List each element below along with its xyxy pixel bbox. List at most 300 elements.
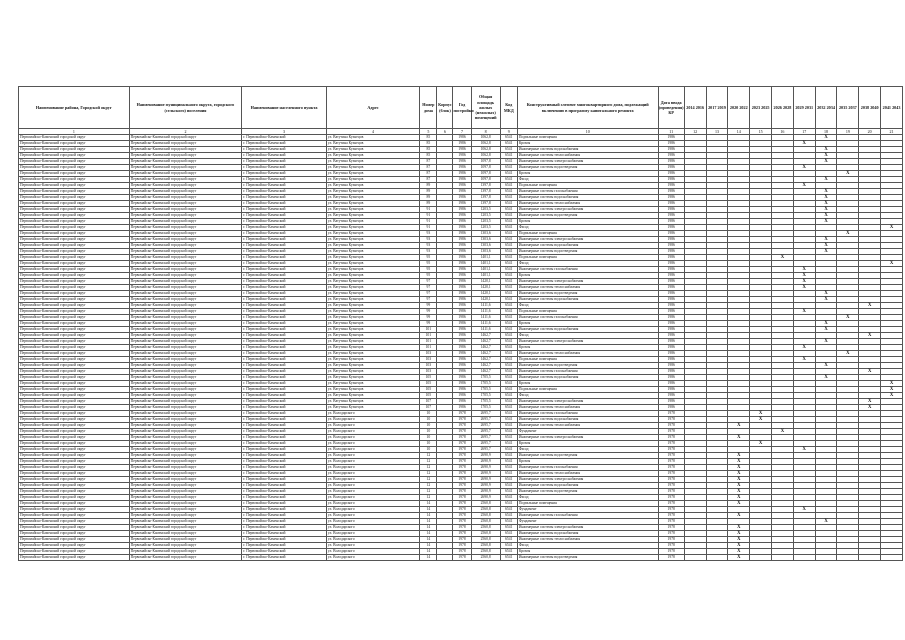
table-cell: 14 [420, 549, 437, 555]
table-cell: 1986 [453, 285, 471, 291]
table-cell: Первомайско-Каменский городской округ [19, 519, 130, 525]
table-cell: 1705,5 [471, 387, 500, 393]
table-cell: 1978 [453, 453, 471, 459]
table-cell: Первомайско-Каменский городской округ [19, 501, 130, 507]
table-cell: 1986 [453, 207, 471, 213]
table-cell: г. Первомайско-Каменский [242, 429, 326, 435]
table-cell: 1203,5 [471, 225, 500, 231]
table-cell: 1978 [453, 435, 471, 441]
table-cell: Первомайско-Каменский городской округ [129, 429, 242, 435]
table-cell: Кровля [517, 321, 658, 327]
schedule-mark-cell: X [728, 459, 750, 465]
schedule-mark-cell: X [859, 399, 881, 405]
table-cell: Инженерные системы теплоснабжения [517, 351, 658, 357]
table-cell: ул. Ватутина Кузнецов [326, 249, 420, 255]
table-cell: 1705,5 [471, 375, 500, 381]
table-cell: 14 [420, 501, 437, 507]
table-cell: Инженерные системы электроснабжения [517, 207, 658, 213]
schedule-mark-cell: X [815, 153, 837, 159]
table-cell: Подвальные помещения [517, 309, 658, 315]
table-cell: 1986 [658, 231, 684, 237]
table-cell: ул. Володарского [326, 525, 420, 531]
table-cell: Первомайско-Каменский городской округ [129, 453, 242, 459]
table-cell: 1978 [453, 531, 471, 537]
table-cell: Первомайско-Каменский городской округ [129, 297, 242, 303]
table-cell: Инженерные системы газоснабжения [517, 465, 658, 471]
table-cell: 1411,6 [471, 327, 500, 333]
table-cell: Кровля [517, 273, 658, 279]
table-cell: Инженерные системы водоснабжения [517, 417, 658, 423]
table-cell: 1986 [658, 249, 684, 255]
table-cell: г. Первомайско-Каменский [242, 309, 326, 315]
table-cell: ул. Ватутина Кузнецов [326, 153, 420, 159]
schedule-mark-cell: X [815, 237, 837, 243]
table-cell: 6541 [500, 459, 517, 465]
table-cell: 1462,7 [471, 369, 500, 375]
table-cell: ул. Володарского [326, 543, 420, 549]
table-cell: Первомайско-Каменский городской округ [19, 465, 130, 471]
table-cell: г. Первомайско-Каменский [242, 261, 326, 267]
table-cell: Первомайско-Каменский городской округ [19, 249, 130, 255]
table-cell: Первомайско-Каменский городской округ [129, 189, 242, 195]
table-cell: Первомайско-Каменский городской округ [129, 417, 242, 423]
table-cell: г. Первомайско-Каменский [242, 357, 326, 363]
column-number: 18 [815, 129, 837, 135]
table-cell: 2560,8 [471, 513, 500, 519]
table-cell: Инженерные системы водоснабжения [517, 195, 658, 201]
table-cell: 107 [420, 399, 437, 405]
table-cell: 1986 [453, 255, 471, 261]
table-cell: 85 [420, 147, 437, 153]
table-cell: Первомайско-Каменский городской округ [19, 555, 130, 561]
table-cell: 6541 [500, 183, 517, 189]
table-cell: 10 [420, 447, 437, 453]
table-cell: Инженерные системы водоснабжения [517, 483, 658, 489]
table-cell: 1986 [453, 159, 471, 165]
column-header: Наименование района, Городской округ [19, 87, 130, 129]
table-cell: Первомайско-Каменский городской округ [129, 267, 242, 273]
table-cell: Подвальные помещения [517, 501, 658, 507]
schedule-mark-cell: X [815, 339, 837, 345]
table-cell: 1986 [658, 339, 684, 345]
table-cell: Первомайско-Каменский городской округ [19, 453, 130, 459]
table-cell: г. Первомайско-Каменский [242, 291, 326, 297]
table-cell: ул. Ватутина Кузнецов [326, 387, 420, 393]
table-cell: Первомайско-Каменский городской округ [129, 477, 242, 483]
column-header: 2014 2016 [684, 87, 706, 129]
repair-schedule-table [18, 86, 903, 561]
table-cell: Кровля [517, 141, 658, 147]
schedule-mark-cell: X [859, 333, 881, 339]
table-cell: 1986 [658, 357, 684, 363]
table-cell: г. Первомайско-Каменский [242, 489, 326, 495]
table-header-row [19, 87, 903, 129]
column-header: 2032 2034 [815, 87, 837, 129]
table-cell: г. Первомайско-Каменский [242, 387, 326, 393]
table-cell: г. Первомайско-Каменский [242, 501, 326, 507]
table-cell: 1986 [658, 291, 684, 297]
table-cell: 1986 [658, 147, 684, 153]
schedule-mark-cell: X [793, 279, 815, 285]
column-header: Корпус (блок) [437, 87, 453, 129]
table-cell: ул. Ватутина Кузнецов [326, 327, 420, 333]
table-cell: Первомайско-Каменский городской округ [129, 153, 242, 159]
table-cell: г. Первомайско-Каменский [242, 519, 326, 525]
table-cell: ул. Володарского [326, 471, 420, 477]
schedule-mark-cell: X [881, 393, 903, 399]
table-cell: Первомайско-Каменский городской округ [129, 171, 242, 177]
table-cell: 103 [420, 363, 437, 369]
table-cell: 1986 [453, 291, 471, 297]
table-cell: 99 [420, 315, 437, 321]
table-cell: 1462,7 [471, 357, 500, 363]
table-cell: 89 [420, 201, 437, 207]
table-cell: 6541 [500, 489, 517, 495]
table-cell: Первомайско-Каменский городской округ [19, 279, 130, 285]
table-cell: 103 [420, 357, 437, 363]
table-cell: 6541 [500, 387, 517, 393]
table-cell: Первомайско-Каменский городской округ [19, 333, 130, 339]
table-cell: 1397,8 [471, 183, 500, 189]
table-cell: 99 [420, 309, 437, 315]
table-cell: г. Первомайско-Каменский [242, 375, 326, 381]
table-cell: Первомайско-Каменский городской округ [129, 345, 242, 351]
table-cell: Фасад [517, 543, 658, 549]
table-cell: 1978 [453, 423, 471, 429]
table-cell: 1986 [658, 225, 684, 231]
table-cell: 6541 [500, 501, 517, 507]
schedule-mark-cell: X [815, 201, 837, 207]
table-cell: Первомайско-Каменский городской округ [19, 261, 130, 267]
table-cell: ул. Володарского [326, 435, 420, 441]
table-cell: Первомайско-Каменский городской округ [19, 243, 130, 249]
schedule-mark-cell: X [815, 249, 837, 255]
table-cell: Инженерные системы водоснабжения [517, 327, 658, 333]
table-cell: Первомайско-Каменский городской округ [129, 201, 242, 207]
table-cell: 2690,9 [471, 483, 500, 489]
table-cell: 2690,9 [471, 489, 500, 495]
table-cell: Фасад [517, 447, 658, 453]
table-cell: ул. Ватутина Кузнецов [326, 369, 420, 375]
table-cell: 1986 [453, 267, 471, 273]
table-cell: 2695,7 [471, 435, 500, 441]
table-cell: Подвальные помещения [517, 231, 658, 237]
table-cell: 1978 [658, 555, 684, 561]
table-cell: 6541 [500, 273, 517, 279]
table-cell: Фундамент [517, 519, 658, 525]
table-cell: 1401,1 [471, 261, 500, 267]
table-cell: 91 [420, 225, 437, 231]
column-number: 19 [837, 129, 859, 135]
table-cell: Инженерные системы водоснабжения [517, 531, 658, 537]
table-cell: Первомайско-Каменский городской округ [129, 405, 242, 411]
table-cell: Первомайско-Каменский городской округ [19, 315, 130, 321]
capital-repair-schedule [18, 86, 903, 561]
table-cell: ул. Ватутина Кузнецов [326, 279, 420, 285]
table-cell: 1978 [658, 531, 684, 537]
schedule-mark-cell: X [728, 537, 750, 543]
schedule-mark-cell: X [815, 375, 837, 381]
table-cell: Первомайско-Каменский городской округ [129, 165, 242, 171]
schedule-mark-cell: X [881, 387, 903, 393]
table-cell: 1986 [453, 153, 471, 159]
table-cell: 1978 [658, 489, 684, 495]
table-cell: 1462,7 [471, 363, 500, 369]
table-cell: 1986 [453, 393, 471, 399]
column-number: 2 [129, 129, 242, 135]
table-cell: г. Первомайско-Каменский [242, 477, 326, 483]
table-cell: ул. Ватутина Кузнецов [326, 345, 420, 351]
table-cell: г. Первомайско-Каменский [242, 249, 326, 255]
table-cell: Инженерные системы водоотведения [517, 555, 658, 561]
table-cell: Первомайско-Каменский городской округ [19, 255, 130, 261]
table-cell: 1986 [453, 165, 471, 171]
table-cell: 6541 [500, 189, 517, 195]
table-cell: г. Первомайско-Каменский [242, 279, 326, 285]
schedule-mark-cell: X [815, 243, 837, 249]
table-cell: Первомайско-Каменский городской округ [129, 489, 242, 495]
table-cell: Первомайско-Каменский городской округ [129, 303, 242, 309]
column-number: 9 [500, 129, 517, 135]
schedule-mark-cell: X [728, 423, 750, 429]
table-cell: 1978 [658, 459, 684, 465]
table-cell: 1986 [453, 249, 471, 255]
table-cell: 1411,6 [471, 315, 500, 321]
table-cell: г. Первомайско-Каменский [242, 465, 326, 471]
table-cell: ул. Володарского [326, 423, 420, 429]
table-cell: ул. Ватутина Кузнецов [326, 375, 420, 381]
table-cell: Первомайско-Каменский городской округ [19, 303, 130, 309]
table-cell: Инженерные системы электроснабжения [517, 525, 658, 531]
table-cell: 6541 [500, 525, 517, 531]
table-cell: 1978 [658, 423, 684, 429]
table-cell: 6541 [500, 261, 517, 267]
table-cell: 1986 [453, 201, 471, 207]
table-cell: Первомайско-Каменский городской округ [129, 279, 242, 285]
table-cell: 87 [420, 165, 437, 171]
table-cell: 1397,8 [471, 195, 500, 201]
table-cell: 1978 [658, 537, 684, 543]
table-cell: 6541 [500, 555, 517, 561]
table-cell: 12 [420, 453, 437, 459]
table-cell: Инженерные системы водоснабжения [517, 375, 658, 381]
table-cell: Первомайско-Каменский городской округ [129, 207, 242, 213]
table-cell: 6541 [500, 225, 517, 231]
table-cell: Первомайско-Каменский городской округ [19, 417, 130, 423]
table-cell: 6541 [500, 231, 517, 237]
table-cell: Первомайско-Каменский городской округ [129, 243, 242, 249]
table-cell: 10 [420, 441, 437, 447]
table-cell: 6541 [500, 543, 517, 549]
column-header: 2029 2031 [793, 87, 815, 129]
table-cell: 1705,5 [471, 405, 500, 411]
table-cell: Первомайско-Каменский городской округ [19, 225, 130, 231]
table-cell: 2695,7 [471, 447, 500, 453]
table-cell: ул. Володарского [326, 501, 420, 507]
table-cell: Инженерные системы теплоснабжения [517, 471, 658, 477]
column-number: 1 [19, 129, 130, 135]
table-cell: 1986 [658, 345, 684, 351]
column-header: Номер дома [420, 87, 437, 129]
table-cell: 1986 [658, 237, 684, 243]
table-cell: Первомайско-Каменский городской округ [19, 489, 130, 495]
table-cell: 2690,9 [471, 459, 500, 465]
table-cell: Инженерные системы теплоснабжения [517, 405, 658, 411]
table-cell: 6541 [500, 177, 517, 183]
table-cell: 12 [420, 465, 437, 471]
table-cell: Инженерные системы газоснабжения [517, 513, 658, 519]
table-cell: г. Первомайско-Каменский [242, 441, 326, 447]
table-cell: 107 [420, 405, 437, 411]
table-cell: Первомайско-Каменский городской округ [19, 291, 130, 297]
table-cell: 1986 [453, 387, 471, 393]
table-cell: 101 [420, 333, 437, 339]
table-cell: г. Первомайско-Каменский [242, 273, 326, 279]
schedule-mark-cell: X [750, 441, 772, 447]
table-cell: Первомайско-Каменский городской округ [19, 405, 130, 411]
table-cell: Первомайско-Каменский городской округ [19, 273, 130, 279]
table-cell: 1978 [453, 477, 471, 483]
table-cell: Первомайско-Каменский городской округ [19, 369, 130, 375]
table-cell: 14 [420, 543, 437, 549]
table-cell: 1986 [658, 333, 684, 339]
table-cell: г. Первомайско-Каменский [242, 411, 326, 417]
table-cell: г. Первомайско-Каменский [242, 135, 326, 141]
table-cell: Первомайско-Каменский городской округ [19, 507, 130, 513]
schedule-mark-cell: X [728, 555, 750, 561]
table-cell: Инженерные системы теплоснабжения [517, 285, 658, 291]
table-cell: г. Первомайско-Каменский [242, 351, 326, 357]
table-cell: 6541 [500, 135, 517, 141]
table-cell: 1978 [658, 453, 684, 459]
table-cell: 6541 [500, 549, 517, 555]
table-cell: 2560,8 [471, 549, 500, 555]
table-cell: Инженерные системы теплоснабжения [517, 153, 658, 159]
table-cell: 6541 [500, 483, 517, 489]
table-cell: 1986 [453, 189, 471, 195]
table-cell: 1978 [658, 483, 684, 489]
table-cell: 1986 [658, 255, 684, 261]
table-cell: г. Первомайско-Каменский [242, 345, 326, 351]
schedule-mark-cell: X [837, 231, 859, 237]
schedule-mark-cell: X [881, 381, 903, 387]
table-cell: 10 [420, 417, 437, 423]
column-header: 2035 2037 [837, 87, 859, 129]
table-cell: г. Первомайско-Каменский [242, 531, 326, 537]
table-cell: ул. Володарского [326, 429, 420, 435]
table-cell: 1986 [658, 405, 684, 411]
table-cell: Первомайско-Каменский городской округ [129, 195, 242, 201]
table-cell: ул. Володарского [326, 483, 420, 489]
table-cell: Фасад [517, 177, 658, 183]
table-cell: г. Первомайско-Каменский [242, 459, 326, 465]
table-cell: 1986 [658, 321, 684, 327]
table-cell: Первомайско-Каменский городской округ [129, 351, 242, 357]
table-cell: 1986 [658, 297, 684, 303]
table-cell: Инженерные системы водоотведения [517, 291, 658, 297]
table-cell: Первомайско-Каменский городской округ [19, 189, 130, 195]
table-cell: Первомайско-Каменский городской округ [19, 147, 130, 153]
table-cell: 6541 [500, 519, 517, 525]
table-cell: 6541 [500, 255, 517, 261]
table-cell: 1986 [453, 363, 471, 369]
schedule-mark-cell: X [728, 435, 750, 441]
table-cell: Инженерные системы водоотведения [517, 249, 658, 255]
table-cell: ул. Ватутина Кузнецов [326, 219, 420, 225]
table-cell: 1978 [453, 417, 471, 423]
table-cell: Инженерные системы электроснабжения [517, 435, 658, 441]
table-cell: 6541 [500, 279, 517, 285]
table-cell: г. Первомайско-Каменский [242, 555, 326, 561]
table-cell: г. Первомайско-Каменский [242, 471, 326, 477]
table-cell: 2560,8 [471, 537, 500, 543]
table-cell: 85 [420, 141, 437, 147]
table-cell: 1986 [453, 333, 471, 339]
column-number: 12 [684, 129, 706, 135]
table-cell: Первомайско-Каменский городской округ [129, 285, 242, 291]
table-cell: Первомайско-Каменский городской округ [129, 219, 242, 225]
table-cell: 99 [420, 303, 437, 309]
table-cell: 1986 [658, 303, 684, 309]
table-cell: 6541 [500, 303, 517, 309]
schedule-mark-cell: X [881, 261, 903, 267]
table-cell: 1986 [453, 309, 471, 315]
table-cell: Подвальные помещения [517, 357, 658, 363]
table-cell: 1986 [453, 243, 471, 249]
table-cell: Первомайско-Каменский городской округ [19, 363, 130, 369]
table-cell: 2695,7 [471, 441, 500, 447]
table-cell: Кровля [517, 219, 658, 225]
table-cell: ул. Володарского [326, 549, 420, 555]
table-cell: г. Первомайско-Каменский [242, 141, 326, 147]
table-cell: 1978 [658, 441, 684, 447]
table-cell: ул. Ватутина Кузнецов [326, 135, 420, 141]
table-cell: 1978 [453, 483, 471, 489]
table-cell: 14 [420, 525, 437, 531]
table-cell: 2695,7 [471, 411, 500, 417]
column-number: 14 [728, 129, 750, 135]
table-cell: Первомайско-Каменский городской округ [19, 495, 130, 501]
table-cell: 1986 [453, 399, 471, 405]
table-cell: 1411,6 [471, 303, 500, 309]
table-cell: 1097,8 [471, 159, 500, 165]
table-cell: 1986 [658, 261, 684, 267]
table-cell: 10 [420, 423, 437, 429]
schedule-mark-cell: X [793, 141, 815, 147]
table-cell: Первомайско-Каменский городской округ [129, 177, 242, 183]
table-cell: 91 [420, 213, 437, 219]
table-cell: Первомайско-Каменский городской округ [19, 357, 130, 363]
table-cell: 1986 [658, 285, 684, 291]
column-number: 6 [437, 129, 453, 135]
table-cell: 87 [420, 171, 437, 177]
table-cell: 1986 [453, 339, 471, 345]
table-cell: Первомайско-Каменский городской округ [129, 255, 242, 261]
table-cell: г. Первомайско-Каменский [242, 327, 326, 333]
table-cell: 6541 [500, 381, 517, 387]
schedule-mark-cell: X [793, 273, 815, 279]
table-cell: 1986 [453, 147, 471, 153]
table-cell: Фасад [517, 393, 658, 399]
table-cell: Первомайско-Каменский городской округ [129, 363, 242, 369]
table-cell: 1978 [453, 459, 471, 465]
table-cell: 2560,8 [471, 519, 500, 525]
table-cell: 1986 [658, 177, 684, 183]
table-cell: 2695,7 [471, 429, 500, 435]
table-cell: Кровля [517, 171, 658, 177]
table-cell: Инженерные системы газоснабжения [517, 315, 658, 321]
table-cell: 12 [420, 495, 437, 501]
